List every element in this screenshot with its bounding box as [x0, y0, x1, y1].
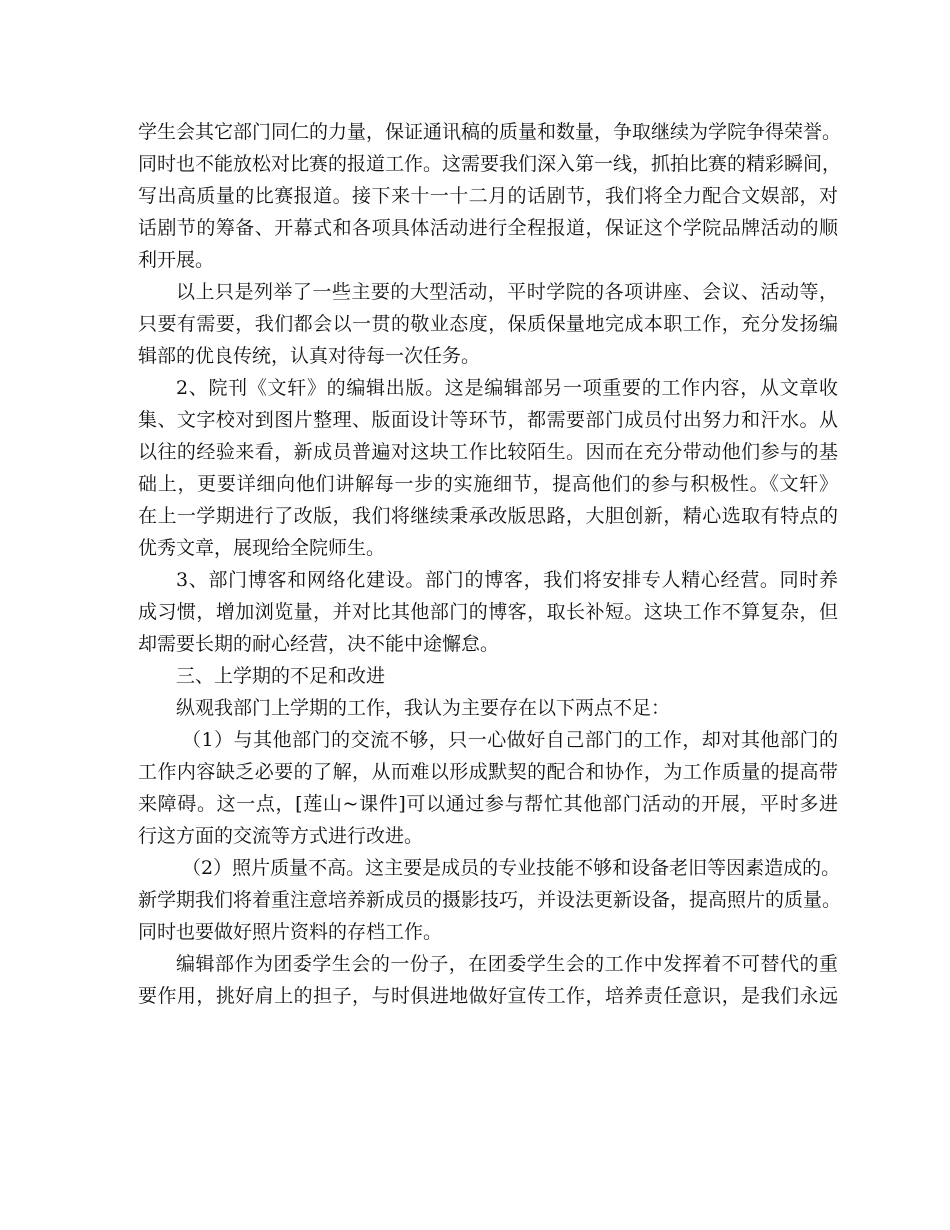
document-body	[138, 116, 842, 1012]
text-line: 2、院刊《文轩》的编辑出版。这是编辑部另一项重要的工作内容，从文章收	[176, 377, 838, 399]
text-line: 优秀文章，展现给全院师生。	[138, 537, 386, 559]
text-line: 同时也要做好照片资料的存档工作。	[138, 921, 443, 943]
text-line: 以上只是列举了一些主要的大型活动，平时学院的各项讲座、会议、活动等，	[176, 281, 838, 303]
section-heading: 三、上学期的不足和改进	[176, 665, 386, 687]
text-line: 在上一学期进行了改版，我们将继续秉承改版思路，大胆创新，精心选取有特点的	[138, 505, 838, 527]
text-line: （1）与其他部门的交流不够，只一心做好自己部门的工作，却对其他部门的	[182, 729, 838, 751]
text-line: 辑部的优良传统，认真对待每一次任务。	[138, 345, 481, 367]
text-line: 写出高质量的比赛报道。接下来十一十二月的话剧节，我们将全力配合文娱部，对	[138, 185, 838, 207]
text-line: 要作用，挑好肩上的担子，与时俱进地做好宣传工作，培养责任意识，是我们永远	[138, 985, 838, 1007]
text-line: 来障碍。这一点，[莲山~课件]可以通过参与帮忙其他部门活动的开展，平时多进	[138, 793, 838, 815]
text-line: 话剧节的筹备、开幕式和各项具体活动进行全程报道，保证这个学院品牌活动的顺	[138, 217, 838, 239]
text-line: 同时也不能放松对比赛的报道工作。这需要我们深入第一线，抓拍比赛的精彩瞬间，	[138, 153, 842, 175]
text-line: 只要有需要，我们都会以一贯的敬业态度，保质保量地完成本职工作，充分发扬编	[138, 313, 838, 335]
text-line: 集、文字校对到图片整理、版面设计等环节，都需要部门成员付出努力和汗水。从	[138, 409, 838, 431]
text-line: 新学期我们将着重注意培养新成员的摄影技巧，并设法更新设备，提高照片的质量。	[138, 889, 842, 911]
text-line: 编辑部作为团委学生会的一份子，在团委学生会的工作中发挥着不可替代的重	[176, 953, 838, 975]
text-line: 3、部门博客和网络化建设。部门的博客，我们将安排专人精心经营。同时养	[176, 569, 838, 591]
text-line: 却需要长期的耐心经营，决不能中途懈怠。	[138, 633, 500, 655]
text-line: 础上，更要详细向他们讲解每一步的实施细节，提高他们的参与积极性。《文轩》	[138, 473, 838, 495]
text-line: 成习惯，增加浏览量，并对比其他部门的博客，取长补短。这块工作不算复杂，但	[138, 601, 838, 623]
text-line: 行这方面的交流等方式进行改进。	[138, 825, 424, 847]
text-line: 以往的经验来看，新成员普遍对这块工作比较陌生。因而在充分带动他们参与的基	[138, 441, 838, 463]
text-line: （2）照片质量不高。这主要是成员的专业技能不够和设备老旧等因素造成的。	[182, 857, 841, 879]
text-line: 工作内容缺乏必要的了解，从而难以形成默契的配合和协作，为工作质量的提高带	[138, 761, 838, 783]
text-line: 纵观我部门上学期的工作，我认为主要存在以下两点不足：	[176, 697, 671, 719]
text-line: 学生会其它部门同仁的力量，保证通讯稿的质量和数量，争取继续为学院争得荣誉。	[138, 121, 842, 143]
text-line: 利开展。	[138, 249, 215, 271]
